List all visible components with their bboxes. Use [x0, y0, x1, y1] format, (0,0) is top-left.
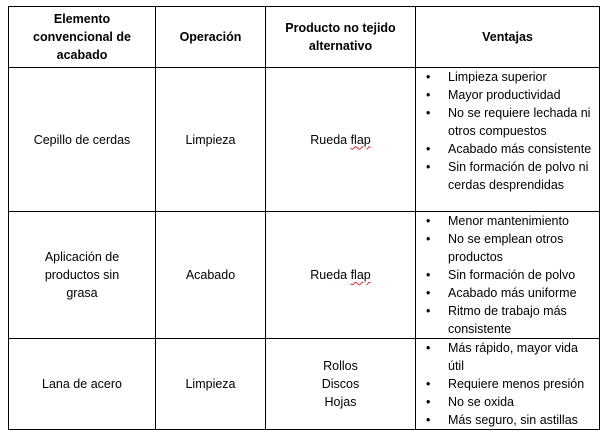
header-operacion: Operación: [156, 7, 266, 68]
cell-elemento: Cepillo de cerdas: [9, 68, 156, 212]
header-elemento: Elemento convencional de acabado: [9, 7, 156, 68]
cell-ventajas: [416, 212, 600, 339]
spellcheck-flagged-word: flap: [350, 268, 371, 282]
cell-producto: [266, 339, 416, 430]
list-item: • No se oxida: [448, 393, 595, 411]
table-row: [9, 68, 600, 212]
cell-operacion: Acabado: [156, 212, 266, 339]
cell-elemento: Lana de acero: [9, 339, 156, 430]
list-item: • No se requiere lechada ni otros compuestos: [448, 104, 595, 140]
producto-line: Discos: [321, 377, 360, 391]
producto-line: Hojas: [324, 395, 357, 409]
header-row: [9, 7, 600, 68]
cell-producto: [266, 212, 416, 339]
table-row: [9, 339, 600, 430]
cell-operacion: Limpieza: [156, 339, 266, 430]
list-item: • Acabado más uniforme: [448, 284, 595, 302]
cell-ventajas: [416, 68, 600, 212]
ventajas-list: [416, 68, 595, 194]
producto-prefix: Rueda: [310, 268, 351, 282]
list-item: • Mayor productividad: [448, 86, 595, 104]
cell-producto: [266, 68, 416, 212]
cell-ventajas: [416, 339, 600, 430]
ventajas-list: [416, 212, 595, 338]
list-item: • Más rápido, mayor vida útil: [448, 339, 595, 375]
cell-operacion: Limpieza: [156, 68, 266, 212]
list-item: • No se emplean otros productos: [448, 230, 595, 266]
cell-elemento: Aplicación de productos sin grasa: [9, 212, 156, 339]
table-row: [9, 212, 600, 339]
list-item: • Ritmo de trabajo más consistente: [448, 302, 595, 338]
list-item: • Sin formación de polvo: [448, 266, 595, 284]
header-ventajas: Ventajas: [416, 7, 600, 68]
list-item: • Menor mantenimiento: [448, 212, 595, 230]
list-item: • Requiere menos presión: [448, 375, 595, 393]
spellcheck-flagged-word: flap: [350, 132, 371, 147]
producto-line: Rollos: [323, 359, 358, 373]
list-item: • Más seguro, sin astillas: [448, 411, 595, 429]
producto-prefix: Rueda: [310, 132, 351, 147]
list-item: • Limpieza superior: [448, 68, 595, 86]
list-item: • Sin formación de polvo ni cerdas desprendidas: [448, 158, 595, 194]
ventajas-list: [416, 339, 595, 429]
header-producto: Producto no tejido alternativo: [266, 7, 416, 68]
list-item: • Acabado más consistente: [448, 140, 595, 158]
comparison-table: [8, 6, 600, 430]
